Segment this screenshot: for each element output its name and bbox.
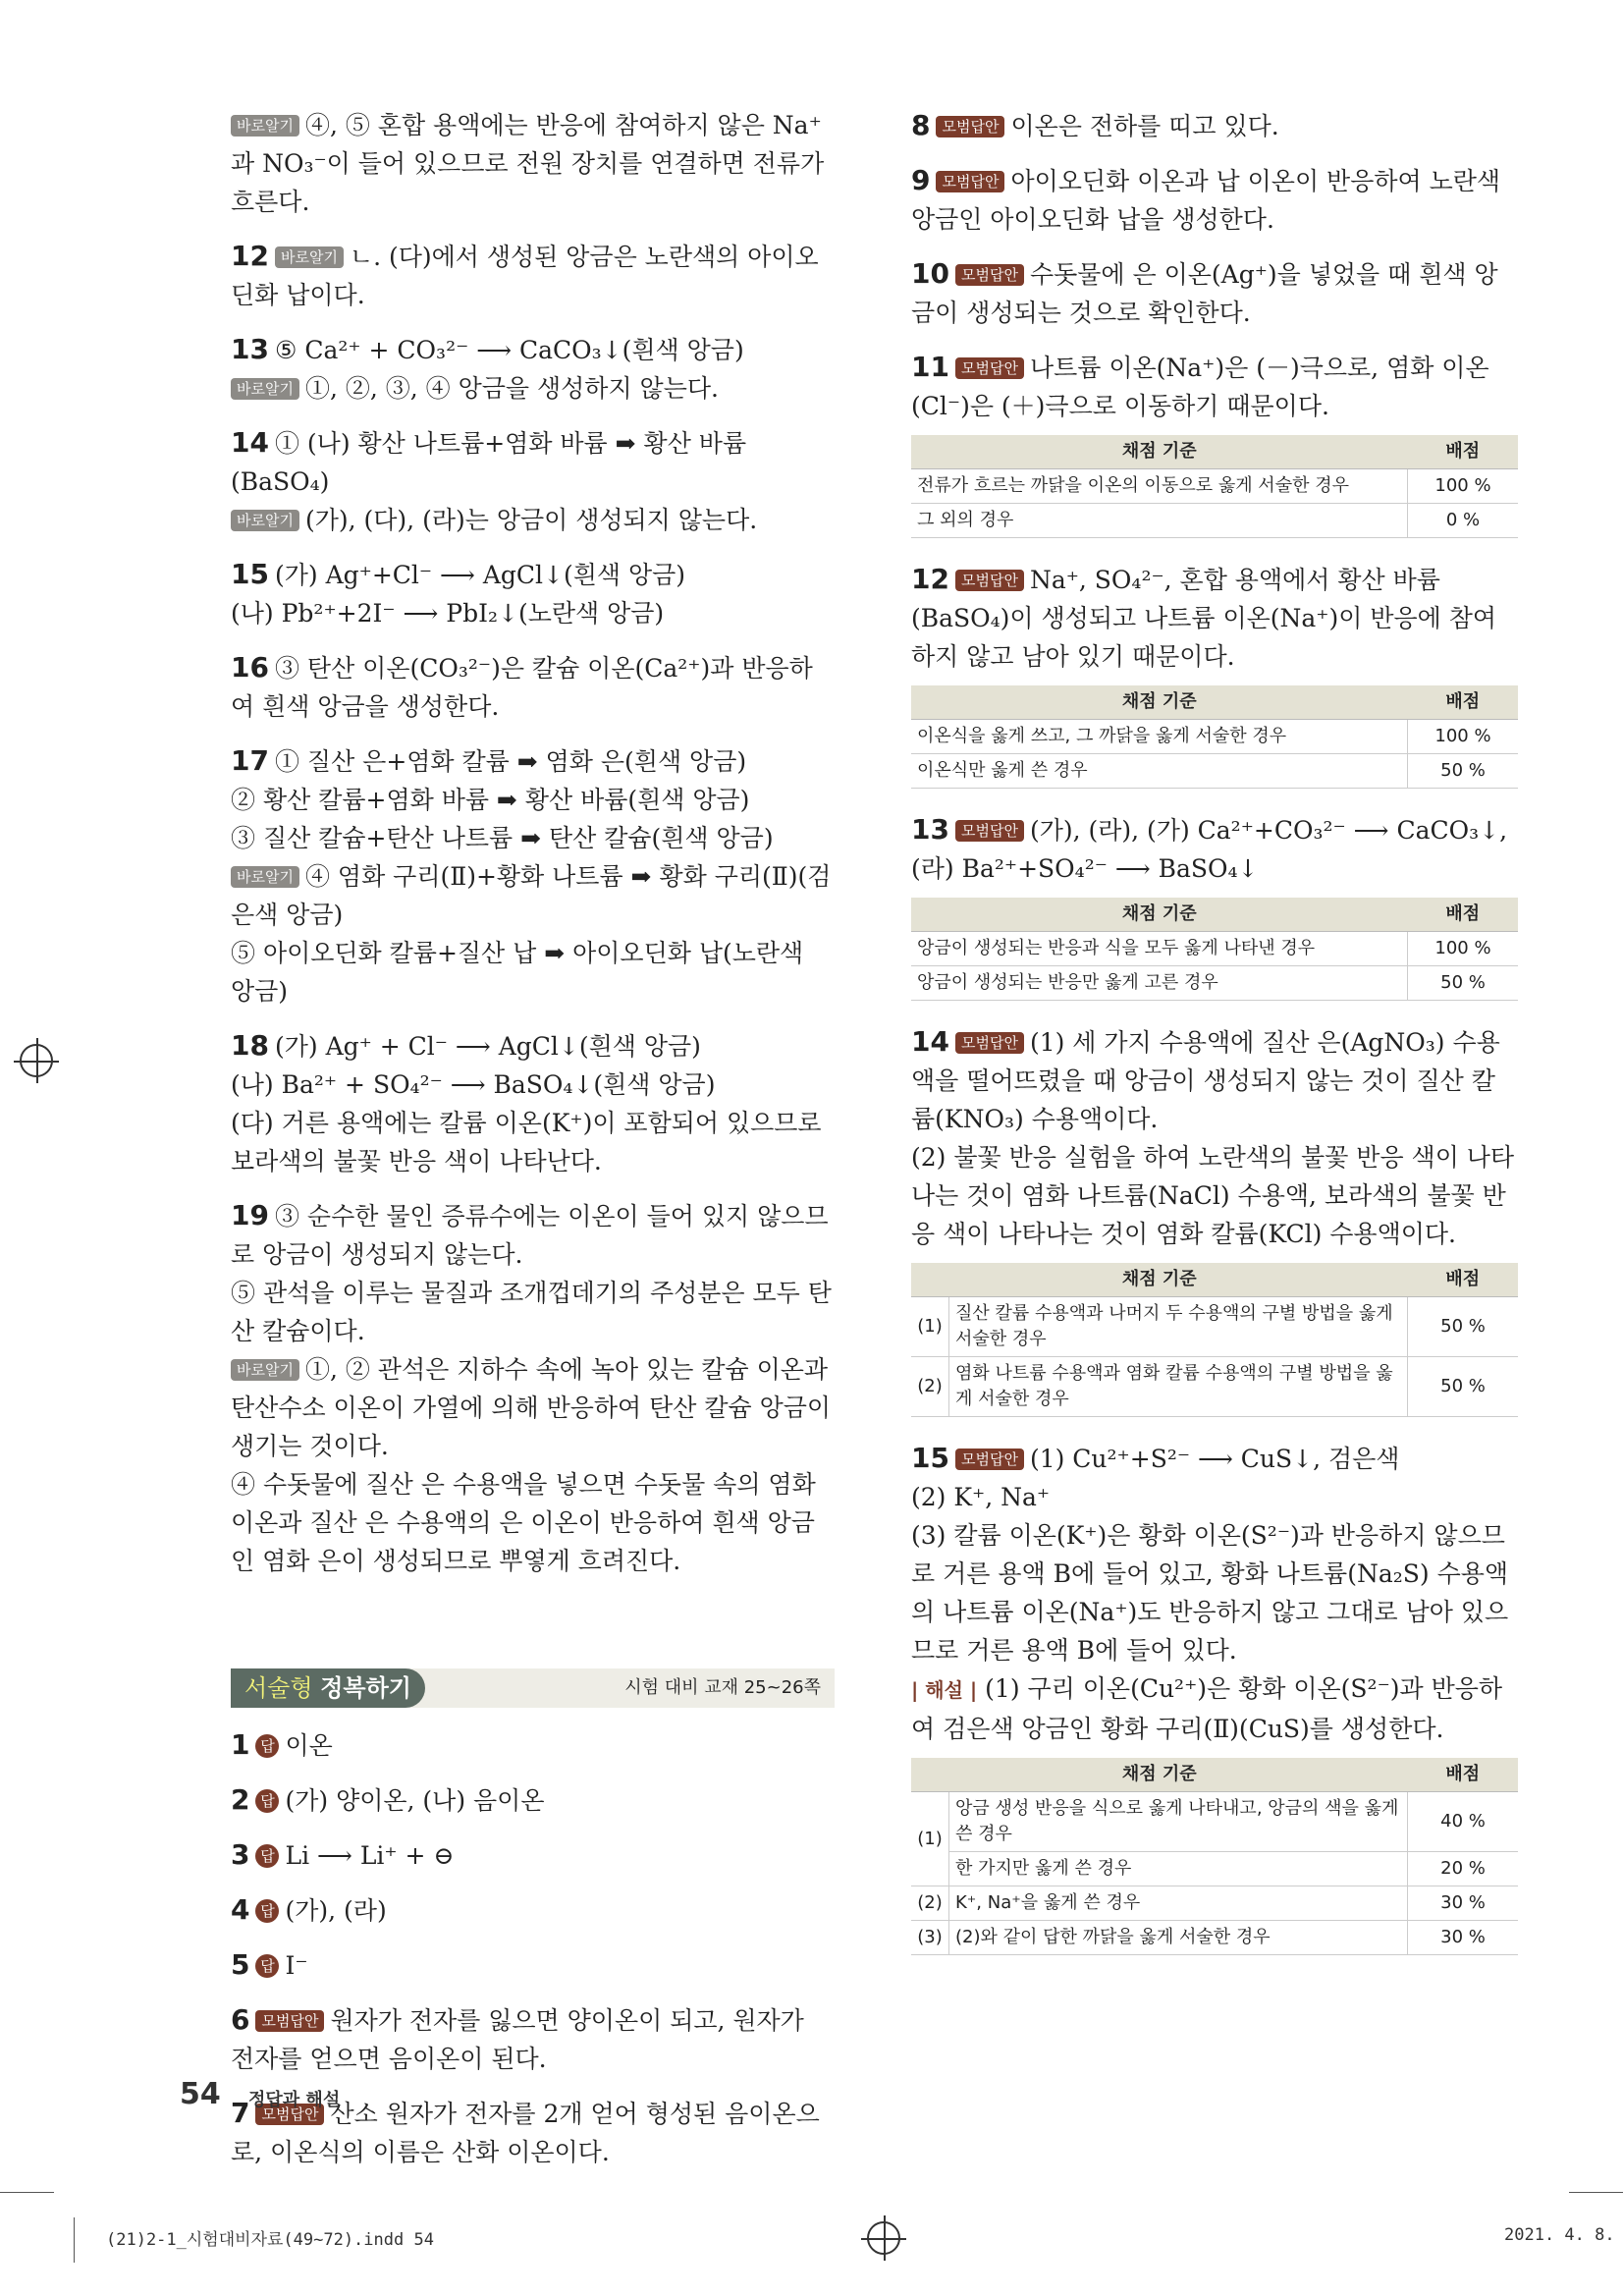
model-answer-label: 모범답안 (955, 357, 1024, 379)
answer-item (231, 237, 835, 314)
page-number: 54 (180, 2077, 221, 2111)
answer-text: ⑤ Ca²⁺ + CO₃²⁻ ⟶ CaCO₃↓(흰색 앙금) (274, 336, 744, 364)
item-number: 18 (231, 1029, 269, 1062)
answer-item (231, 330, 835, 408)
answer-item (911, 560, 1518, 676)
model-answer-label: 모범답안 (255, 2010, 324, 2032)
answer-text: (가), (라) (285, 1896, 387, 1925)
answer-text: (2) 불꽃 반응 실험을 하여 노란색의 불꽃 반응 색이 나타나는 것이 염화 나트륨(NaCl) 수용액, 보라색의 불꽃 반응 색이 나타나는 것이 염화 칼륨(KCl) 수용액이다. (911, 1143, 1515, 1248)
answer-text: ④, ⑤ 혼합 용액에는 반응에 참여하지 않은 Na⁺과 NO₃⁻이 들어 있으므로 전원 장치를 연결하면 전류가 흐른다. (231, 111, 825, 216)
left-column (231, 106, 835, 2187)
check-label: 바로알기 (231, 115, 299, 137)
answer-text: (나) Ba²⁺ + SO₄²⁻ ⟶ BaSO₄↓(흰색 앙금) (231, 1070, 716, 1099)
answer-label: 답 (255, 1844, 279, 1868)
item-number: 1 (231, 1728, 250, 1761)
answer-text: (가) Ag⁺ + Cl⁻ ⟶ AgCl↓(흰색 앙금) (274, 1032, 701, 1061)
answer-text: 원자가 전자를 잃으면 양이온이 되고, 원자가 전자를 얻으면 음이온이 된다. (231, 2006, 804, 2073)
model-answer-label: 모범답안 (936, 171, 1004, 192)
answer-text: 산소 원자가 전자를 2개 얻어 형성된 음이온으로, 이온식의 이름은 산화 이온이다. (231, 2100, 820, 2166)
check-text: ④ 염화 구리(Ⅱ)+황화 나트륨 ➡ 황화 구리(Ⅱ)(검은색 앙금) (231, 862, 832, 929)
table-header: 배점 (1408, 1758, 1519, 1792)
check-text: ①, ②, ③, ④ 앙금을 생성하지 않는다. (304, 374, 719, 403)
answer-item (231, 648, 835, 726)
table-row: 앙금이 생성되는 반응과 식을 모두 옳게 나타낸 경우 100 % (911, 932, 1518, 966)
table-row: (2) K⁺, Na⁺을 옳게 쓴 경우 30 % (911, 1886, 1518, 1921)
table-row: (3) (2)와 같이 답한 까닭을 옳게 서술한 경우 30 % (911, 1921, 1518, 1955)
answer-text: 아이오딘화 이온과 납 이온이 반응하여 노란색 앙금인 아이오딘화 납을 생성한다. (911, 167, 1501, 234)
file-slug: (21)2-1_시험대비자료(49~72).indd 54 (106, 2230, 434, 2250)
answer-item (231, 1780, 835, 1820)
item-number: 13 (911, 813, 949, 846)
model-answer-label: 모범답안 (936, 116, 1004, 137)
answer-text: (나) Pb²⁺+2I⁻ ⟶ PbI₂↓(노란색 앙금) (231, 599, 665, 628)
answer-item (231, 555, 835, 632)
scoring-table (911, 1758, 1518, 1955)
answer-item (231, 1026, 835, 1180)
answer-label: 답 (255, 1954, 279, 1978)
answer-text: 수돗물에 은 이온(Ag⁺)을 넣었을 때 흰색 앙금이 생성되는 것으로 확인한다. (911, 260, 1498, 327)
answer-text: (1) Cu²⁺+S²⁻ ⟶ CuS↓, 검은색 (1029, 1445, 1400, 1473)
item-number: 15 (911, 1442, 949, 1474)
model-answer-label: 모범답안 (955, 1032, 1024, 1054)
answer-item (231, 1835, 835, 1875)
item-number: 6 (231, 2003, 250, 2036)
scoring-table (911, 1263, 1518, 1417)
check-label: 바로알기 (231, 378, 299, 400)
answer-item (231, 2000, 835, 2078)
registration-mark-icon (20, 1044, 53, 1077)
answer-text: (2) K⁺, Na⁺ (911, 1483, 1051, 1511)
scoring-table (911, 435, 1518, 538)
item-number: 3 (231, 1838, 250, 1871)
check-label: 바로알기 (231, 510, 299, 531)
footer-label: 정답과 해설 (248, 2090, 341, 2110)
answer-text: ② 황산 칼륨+염화 바륨 ➡ 황산 바륨(흰색 앙금) (231, 786, 750, 814)
table-header: 채점 기준 (911, 685, 1408, 720)
item-number: 5 (231, 1948, 250, 1981)
scoring-table (911, 898, 1518, 1001)
check-text: ①, ② 관석은 지하수 속에 녹아 있는 칼슘 이온과 탄산수소 이온이 가열에 의해 반응하여 탄산 칼슘 앙금이 생기는 것이다. (231, 1355, 832, 1460)
answer-text: ③ 순수한 물인 증류수에는 이온이 들어 있지 않으므로 앙금이 생성되지 않는다. (231, 1202, 829, 1269)
table-header: 배점 (1408, 898, 1519, 932)
item-number: 14 (911, 1025, 949, 1058)
explain-text: (1) 구리 이온(Cu²⁺)은 황화 이온(S²⁻)과 반응하여 검은색 앙금인 황화 구리(Ⅱ)(CuS)를 생성한다. (911, 1674, 1503, 1743)
section-title: 서술형 정복하기 (231, 1668, 425, 1708)
item-number: 7 (231, 2097, 250, 2129)
table-row: (1) 앙금 생성 반응을 식으로 옳게 나타내고, 앙금의 색을 옳게 쓴 경우 40 % (911, 1792, 1518, 1852)
right-column (911, 106, 1518, 1977)
answer-text: ③ 탄산 이온(CO₃²⁻)은 칼슘 이온(Ca²⁺)과 반응하여 흰색 앙금을 생성한다. (231, 654, 813, 721)
table-row: 앙금이 생성되는 반응만 옳게 고른 경우 50 % (911, 966, 1518, 1001)
answer-item (231, 741, 835, 1011)
answer-text: (1) 세 가지 수용액에 질산 은(AgNO₃) 수용액을 떨어뜨렸을 때 앙금이 생성되지 않는 것이 질산 칼륨(KNO₃) 수용액이다. (911, 1028, 1500, 1133)
item-number: 16 (231, 651, 269, 683)
table-row: 그 외의 경우 0 % (911, 504, 1518, 538)
table-row: 한 가지만 옳게 쓴 경우 20 % (911, 1852, 1518, 1886)
answer-item (231, 1196, 835, 1580)
section-reference: 시험 대비 교재 25~26쪽 (624, 1677, 821, 1698)
answer-label: 답 (255, 1734, 279, 1758)
crop-mark (1569, 2192, 1623, 2193)
model-answer-label: 모범답안 (255, 2104, 324, 2125)
scoring-table (911, 685, 1518, 789)
table-header: 채점 기준 (911, 1263, 1408, 1297)
answer-item (911, 348, 1518, 425)
item-number: 9 (911, 164, 931, 196)
item-number: 13 (231, 333, 269, 365)
answer-label: 답 (255, 1899, 279, 1923)
answer-item (911, 161, 1518, 239)
answer-text: (가) Ag⁺+Cl⁻ ⟶ AgCl↓(흰색 앙금) (274, 561, 686, 589)
answer-item (231, 1945, 835, 1985)
answer-text: 이온은 전하를 띠고 있다. (1010, 112, 1279, 140)
answer-text: (가), (라), (가) Ca²⁺+CO₃²⁻ ⟶ CaCO₃↓, (라) Ba²⁺+SO₄²⁻ ⟶ BaSO₄↓ (911, 816, 1508, 883)
answer-item (231, 1725, 835, 1765)
item-number: 8 (911, 109, 931, 141)
table-header: 배점 (1408, 435, 1519, 469)
model-answer-label: 모범답안 (955, 570, 1024, 591)
table-row: (2) 염화 나트륨 수용액과 염화 칼륨 수용액의 구별 방법을 옳게 서술한 경우 50 % (911, 1357, 1518, 1417)
model-answer-label: 모범답안 (955, 1449, 1024, 1470)
answer-item (911, 810, 1518, 888)
answer-text: (3) 칼륨 이온(K⁺)은 황화 이온(S²⁻)과 반응하지 않으므로 거른 용액 B에 들어 있고, 황화 나트륨(Na₂S) 수용액의 나트륨 이온(Na⁺)도 반응하지 않고 그대로 남아 있으므로 거른 용액 B에 들어 있다. (911, 1521, 1509, 1665)
section-header (231, 1668, 835, 1708)
model-answer-label: 모범답안 (955, 264, 1024, 286)
item-number: 19 (231, 1199, 269, 1231)
explain-label: | 해설 | (911, 1678, 978, 1702)
table-header: 채점 기준 (911, 898, 1408, 932)
item-number: 12 (231, 240, 269, 272)
answer-text: ③ 질산 칼슘+탄산 나트륨 ➡ 탄산 칼슘(흰색 앙금) (231, 824, 774, 852)
check-label: 바로알기 (275, 246, 344, 268)
item-number: 11 (911, 351, 949, 383)
table-row: 전류가 흐르는 까닭을 이온의 이동으로 옳게 서술한 경우 100 % (911, 469, 1518, 504)
answer-text: ⑤ 아이오딘화 칼륨+질산 납 ➡ 아이오딘화 납(노란색 앙금) (231, 939, 804, 1006)
item-number: 14 (231, 426, 269, 459)
answer-item (231, 423, 835, 539)
model-answer-label: 모범답안 (955, 820, 1024, 842)
answer-text: Na⁺, SO₄²⁻, 혼합 용액에서 황산 바륨(BaSO₄)이 생성되고 나트륨 이온(Na⁺)이 반응에 참여하지 않고 남아 있기 때문이다. (911, 566, 1497, 671)
check-label: 바로알기 (231, 866, 299, 888)
answer-text: (가) 양이온, (나) 음이온 (285, 1786, 545, 1815)
crop-mark (74, 2217, 75, 2263)
answer-text: (다) 거른 용액에는 칼륨 이온(K⁺)이 포함되어 있으므로 보라색의 불꽃 반응 색이 나타난다. (231, 1109, 822, 1175)
answer-text: ① 질산 은+염화 칼륨 ➡ 염화 은(흰색 앙금) (274, 747, 747, 776)
table-header: 채점 기준 (911, 435, 1408, 469)
answer-item (911, 1439, 1518, 1748)
table-row: 이온식만 옳게 쓴 경우 50 % (911, 754, 1518, 789)
print-date: 2021. 4. 8. (1504, 2225, 1615, 2245)
answer-item (231, 1890, 835, 1930)
answer-item (231, 106, 835, 221)
table-row: 이온식을 옳게 쓰고, 그 까닭을 옳게 서술한 경우 100 % (911, 720, 1518, 754)
answer-item (911, 106, 1518, 145)
table-header: 채점 기준 (911, 1758, 1408, 1792)
answer-text: ⑤ 관석을 이루는 물질과 조개껍데기의 주성분은 모두 탄산 칼슘이다. (231, 1279, 832, 1345)
answer-text: ㄴ. (다)에서 생성된 앙금은 노란색의 아이오딘화 납이다. (231, 243, 819, 309)
answer-text: ① (나) 황산 나트륨+염화 바륨 ➡ 황산 바륨(BaSO₄) (231, 429, 747, 496)
answer-text: 이온 (285, 1731, 333, 1760)
item-number: 10 (911, 257, 949, 290)
registration-mark-icon (867, 2221, 900, 2255)
answer-label: 답 (255, 1789, 279, 1813)
answer-text: 나트륨 이온(Na⁺)은 (－)극으로, 염화 이온(Cl⁻)은 (＋)극으로 이동하기 때문이다. (911, 354, 1489, 420)
table-header: 배점 (1408, 685, 1519, 720)
check-text: (가), (다), (라)는 앙금이 생성되지 않는다. (304, 506, 758, 534)
item-number: 2 (231, 1783, 250, 1816)
answer-text: I⁻ (285, 1951, 308, 1980)
check-label: 바로알기 (231, 1359, 299, 1381)
item-number: 15 (231, 558, 269, 590)
answer-text: Li ⟶ Li⁺ + ⊖ (285, 1841, 455, 1870)
item-number: 12 (911, 563, 949, 595)
table-row: (1) 질산 칼륨 수용액과 나머지 두 수용액의 구별 방법을 옳게 서술한 경우 50 % (911, 1297, 1518, 1357)
item-number: 17 (231, 744, 269, 777)
answer-item (911, 1022, 1518, 1253)
answer-item (911, 254, 1518, 332)
crop-mark (0, 2192, 54, 2193)
table-header: 배점 (1408, 1263, 1519, 1297)
answer-text: ④ 수돗물에 질산 은 수용액을 넣으면 수돗물 속의 염화 이온과 질산 은 수용액의 은 이온이 반응하여 흰색 앙금인 염화 은이 생성되므로 뿌옇게 흐려진다. (231, 1470, 816, 1575)
item-number: 4 (231, 1893, 250, 1926)
